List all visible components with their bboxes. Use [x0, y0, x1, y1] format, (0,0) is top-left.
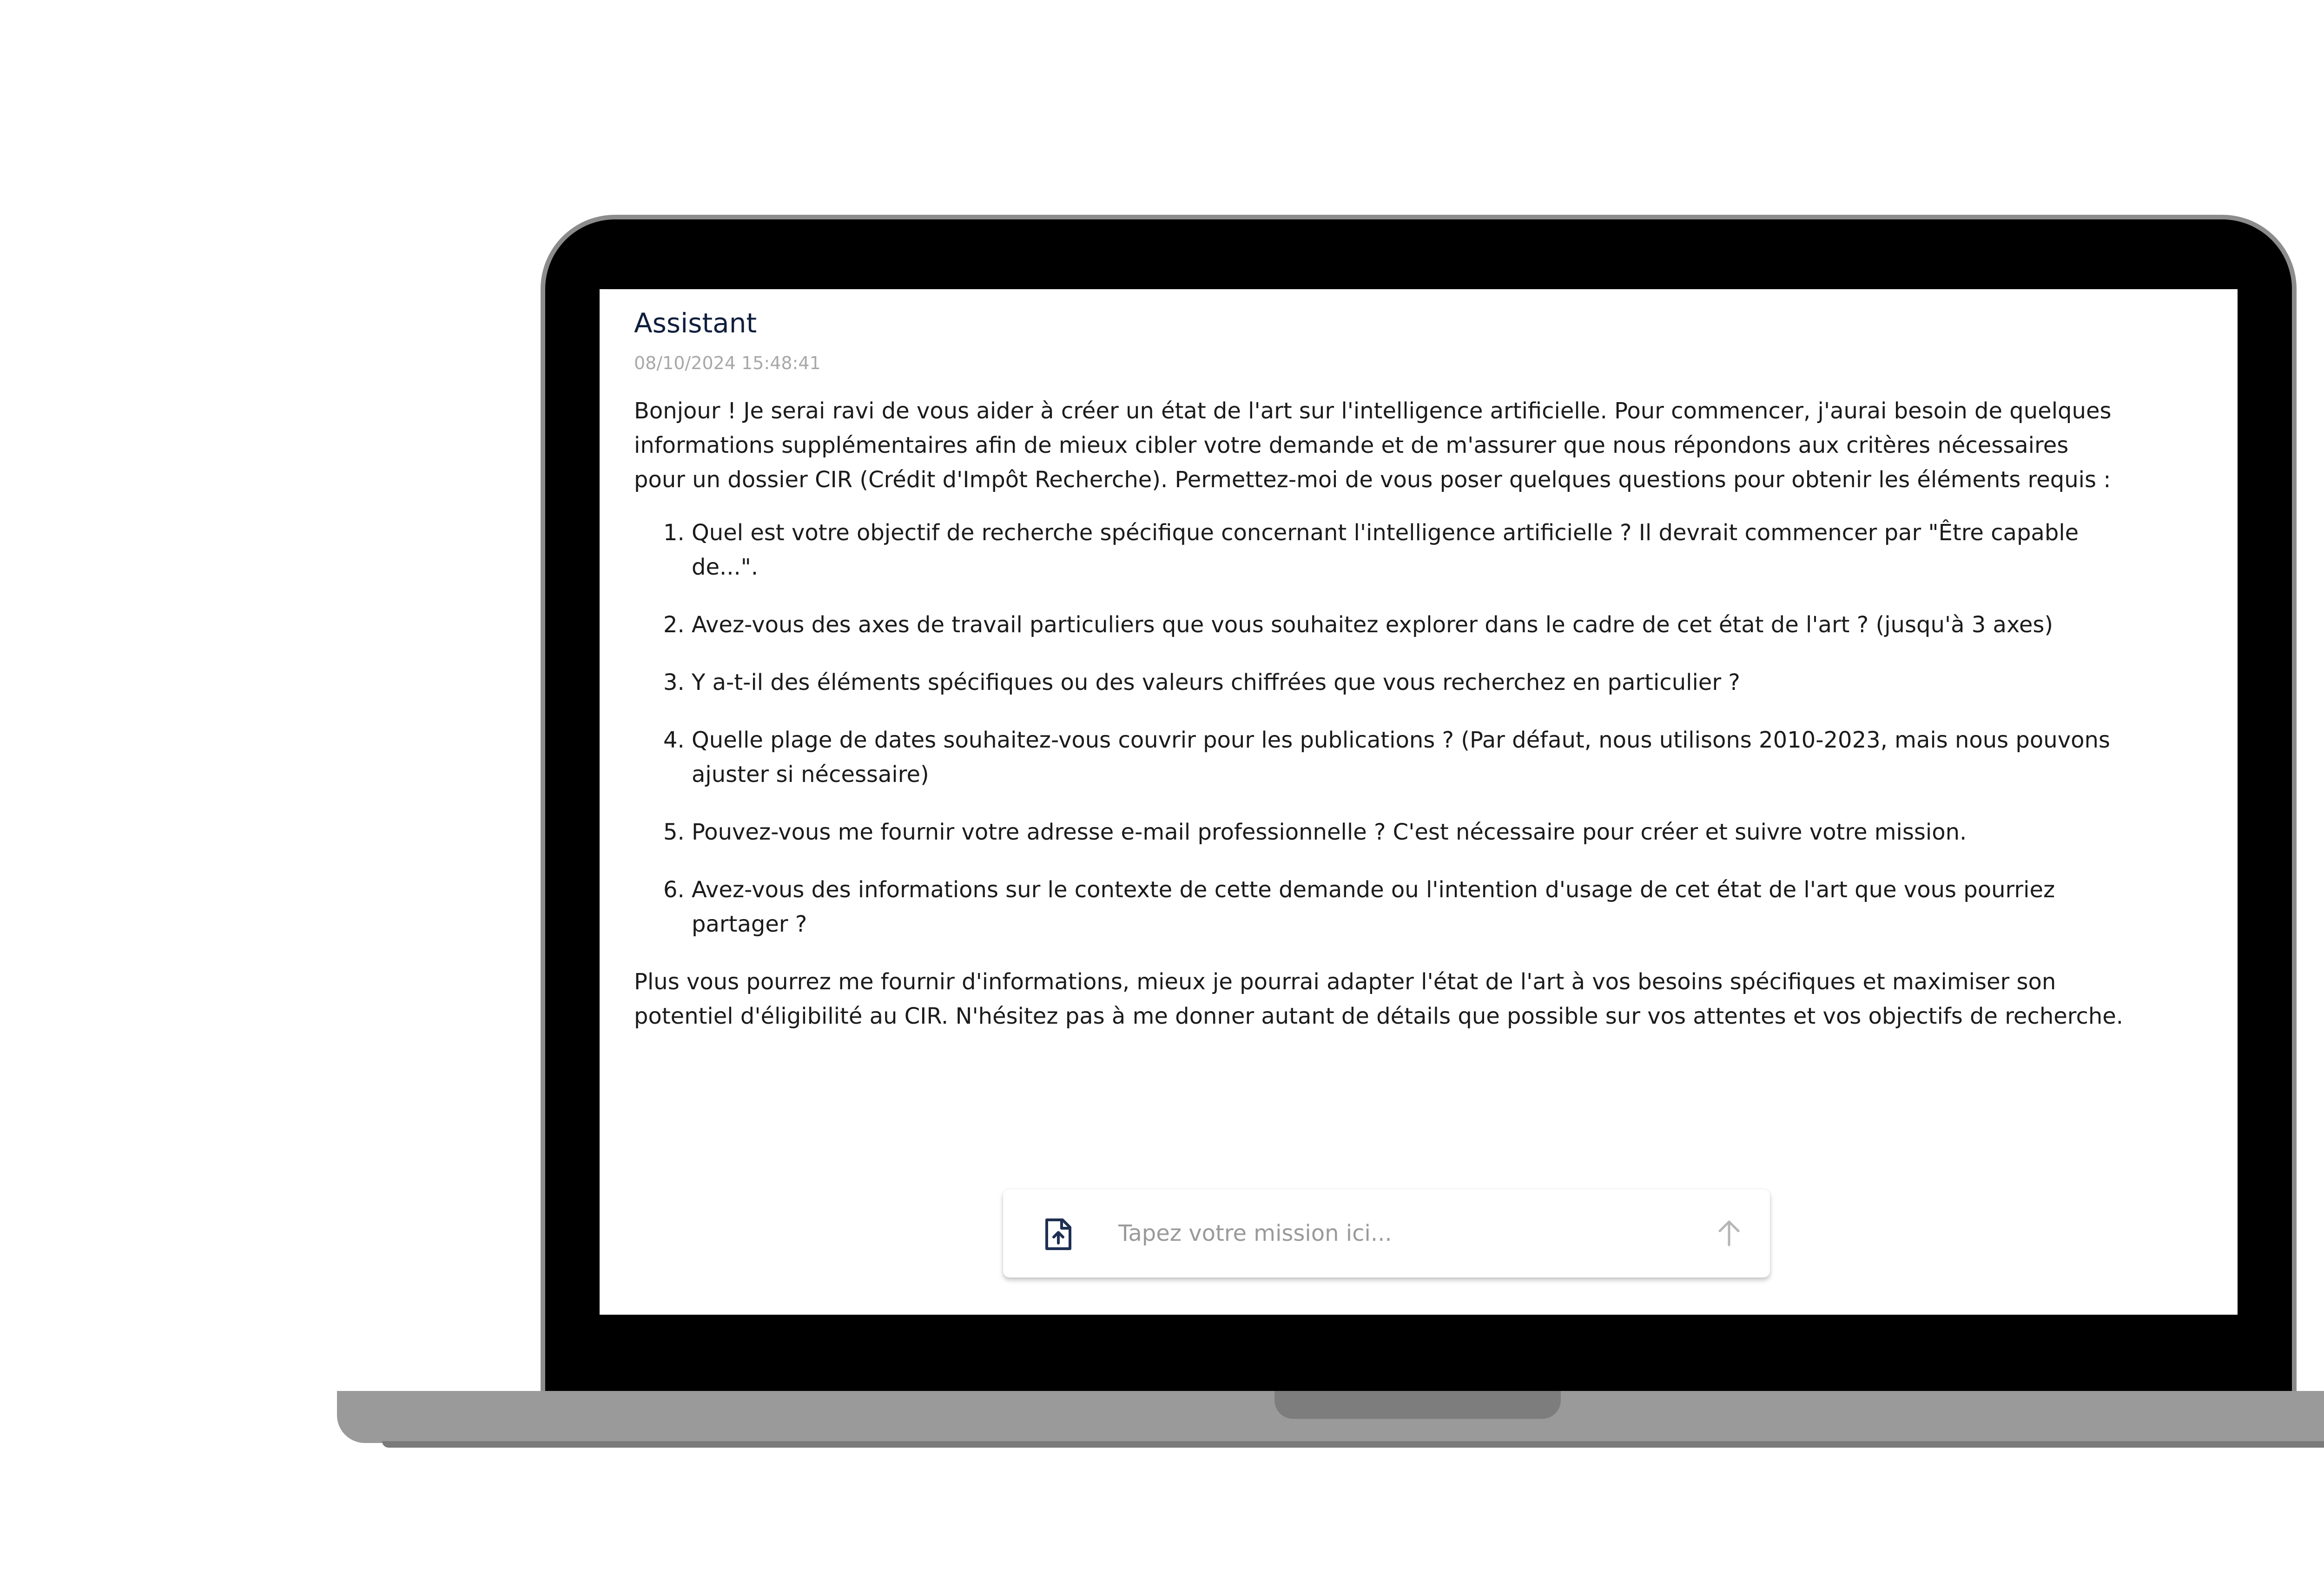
message-timestamp: 08/10/2024 15:48:41 [634, 353, 821, 374]
mission-input-bar [1003, 1189, 1770, 1278]
message-intro: Bonjour ! Je serai ravi de vous aider à créer un état de l'art sur l'intelligence artificielle. Pour commencer, j'aurai besoin de quelques informations supplémentaires afin de mieux cibler votre demande et de m'assurer que nous répondons aux critères nécessaires pour un dossier CIR (Crédit d'Impôt Recherche). Permettez-moi de vous poser quelques questions pour obtenir les éléments requis : [634, 397, 2112, 493]
file-upload-icon[interactable] [1044, 1218, 1073, 1251]
list-item: 1. Quel est votre objectif de recherche spécifique concernant l'intelligence artificielle ? Il devrait commencer par "Être capable de...". [692, 516, 2126, 584]
list-item: 3. Y a-t-il des éléments spécifiques ou des valeurs chiffrées que vous recherchez en particulier ? [692, 665, 2126, 700]
question-list [634, 516, 2126, 941]
mission-input[interactable] [1118, 1215, 1676, 1252]
list-item: 5. Pouvez-vous me fournir votre adresse e-mail professionnelle ? C'est nécessaire pour créer et suivre votre mission. [692, 815, 2126, 849]
arrow-up-icon[interactable] [1714, 1218, 1744, 1248]
list-item: 4. Quelle plage de dates souhaitez-vous couvrir pour les publications ? (Par défaut, nous utilisons 2010-2023, mais nous pouvons ajuster si nécessaire) [692, 723, 2126, 792]
list-item: 2. Avez-vous des axes de travail particuliers que vous souhaitez explorer dans le cadre de cet état de l'art ? (jusqu'à 3 axes) [692, 608, 2126, 642]
laptop-base-shadow [382, 1441, 2324, 1448]
message-sender: Assistant [634, 307, 757, 339]
chat-screen [600, 289, 2238, 1315]
assistant-message [634, 306, 2126, 1033]
message-outro: Plus vous pourrez me fournir d'informations, mieux je pourrai adapter l'état de l'art à vos besoins spécifiques et maximiser son potentiel d'éligibilité au CIR. N'hésitez pas à me donner autant de détails que possible sur vos attentes et vos objectifs de recherche. [634, 968, 2124, 1029]
list-item: 6. Avez-vous des informations sur le contexte de cette demande ou l'intention d'usage de cet état de l'art que vous pourriez partager ? [692, 873, 2126, 941]
laptop-notch [1274, 1391, 1561, 1419]
